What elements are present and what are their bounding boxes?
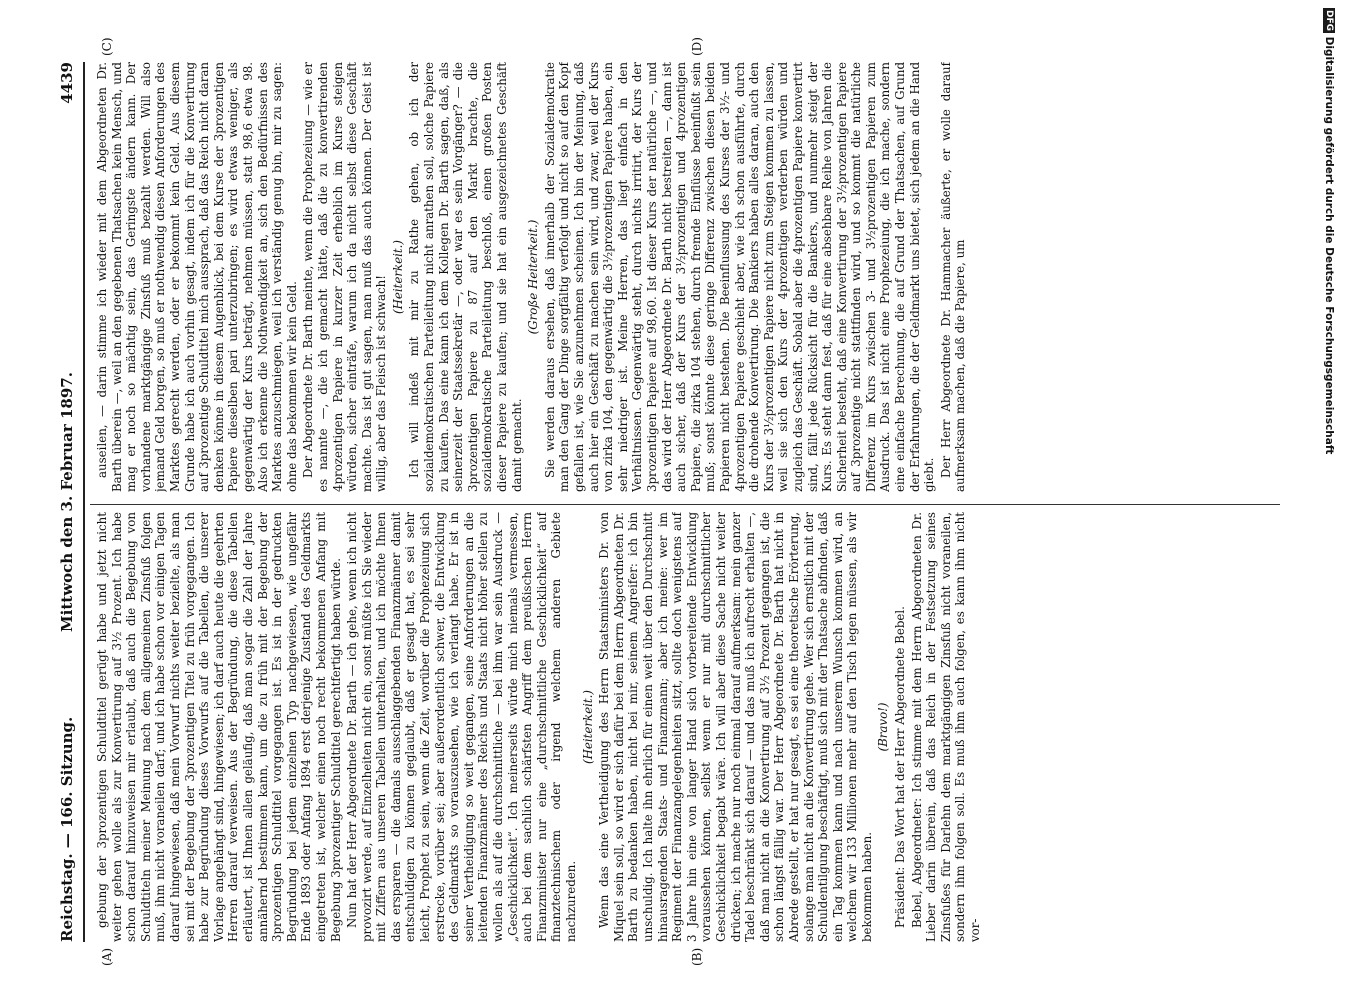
right-column (95, 62, 1275, 492)
right-paragraph-2: Der Abgeordnete Dr. Barth meinte, wenn die Prophezeiung — wie er es nannte —, die ich gemacht hätte, daß die zu konvertirenden 4prozentigen Papiere in kurzer Zeit erheblich im Kurse steigen würden, sicher einträfe, warum ich da nicht selbst diese Geschäft machte. Das ist gut sagen, man muß das auch können. Der Geist ist willig, aber das Fleisch ist schwach! (301, 62, 389, 492)
right-paragraph-3: Ich will indeß mit mir zu Rathe gehen, ob ich der sozialdemokratischen Parteileitung nicht anrathen soll, solche Papiere zu kaufen. Das eine kann ich dem Kollegen Dr. Barth sagen, daß, als seinerzeit der Staatssekretär —, oder war es sein Vorgänger? — die 3prozentigen Papiere zu 87 auf den Markt brachte, die sozialdemokratische Parteileitung beschloß, einen großen Posten dieser Papiere zu kaufen; und sie hat ein ausgezeichnetes Geschäft damit gemacht. (407, 62, 524, 492)
left-paragraph-3: Wenn das eine Vertheidigung des Herrn Staatsministers Dr. von Miquel sein soll, so wird er sich dafür bei dem Herrn Abgeordneten Dr. Barth zu bedanken haben, nicht bei mir, seinem Angreifer: ich bin unschuldig. Ich halte ihn ehrlich für einen weit über den Durchschnitt hinausragenden Staats- und Finanzmann; aber ich meine: wer im Regiment der Finanzangelegenheiten sitzt, sollte doch wenigstens auf 3 Jahre hin eine von langer Hand sich vorbereitende Entwicklung voraussehen können, selbst wenn er nur mit durchschnittlicher Geschicklichkeit begabt wäre. Ich will aber diese Sache nicht weiter drücken; ich mache nur noch einmal darauf aufmerksam: mein ganzer Tadel beschränkt sich darauf — und das muß ich aufrecht erhalten —, daß man nicht an die Konvertirung auf 3½ Prozent gegangen ist, die schon längst fällig war. Der Herr Abgeordnete Dr. Barth hat nicht in Abrede gestellt, er hat nur gesagt, es sei eine theoretische Erörterung, solange man nicht an die Konvertirung gehe. Wer sich ernstlich mit der Schuldentilgung beschäftigt, muß sich mit der Thatsache abfinden, daß ein Tag kommen kann und nach unserem Wunsch kommen wird, an welchem wir 133 Millionen mehr auf den Tisch legen müssen, als wir bekommen haben. (597, 512, 874, 942)
left-paragraph-1: gebung der 3prozentigen Schuldtitel gerügt habe und jetzt nicht weiter gehen wolle als zur Konvertirung auf 3½ Prozent. Ich habe schon darauf hinzuweisen mir erlaubt, daß auch die Begebung von Schuldtiteln meiner Meinung nach dem allgemeinen Zinsfuß folgen muß, ihm nicht voraneilen darf; und ich habe schon vor einigen Tagen darauf hingewiesen, daß mein Vorwurf nichts weiter bezielte, als man sei mit der Begebung der 3prozentigen Titel zu früh vorgegangen. Ich habe zur Begründung dieses Vorwurfs auf die Tabellen, die unserer Vorlage angehängt sind, hingewiesen; ich darf auch heute die geehrten Herren darauf verweisen. Aus der Begründung, die diese Tabellen erläutert, ist Ihnen allen geläufig, daß man sogar die Zahl der Jahre annähernd bestimmen kann, um die zu früh mit der Begebung der 3prozentigen Schuldtitel vorgegangen ist. Es ist in der gedruckten Begründung bei jedem einzelnen Typ nachgewiesen, wie ungefähr Ende 1893 oder Anfang 1894 erst derjenige Zustand des Geldmarkts eingetreten ist, welcher einen noch recht bekommenen Anfang mit Begebung 3prozentiger Schuldtitel gerechtfertigt haben würde. (95, 512, 343, 942)
left-reaction-2: (Bravo!) (876, 702, 891, 752)
right-reaction-1: (Heiterkeit.) (390, 240, 405, 315)
right-paragraph-1: auseilen, — darin stimme ich wieder mit dem Abgeordneten Dr. Barth überein —, weil an den gegebenen Thatsachen kein Mensch, und mag er noch so mächtig sein, das Geringste ändern kann. Der vorhandene marktgängige Zinsfuß muß bezahlt werden. Will also jemand Geld borgen, so muß er nothwendig diesen Anforderungen des Marktes gerecht werden, oder er bekommt kein Geld. Aus diesem Grunde habe ich auch vorhin gesagt, indem ich für die Konvertirung auf 3prozentige Schuldtitel mich aussprach, daß das Reich nicht daran denken könne in diesem Augenblick, bei dem Kurse der 3prozentigen Papiere dieselben pari unterzubringen; es wird etwas weniger, als gegenwärtig der Kurs beträgt, nehmen müssen, statt 98,6 etwa 98. Also ich erkenne die Nothwendigkeit an, sich den Bedürfnissen des Marktes anzuschmiegen, weil ich verständig genug bin, mir zu sagen: ohne das bekommen wir kein Geld. (95, 62, 299, 492)
margin-mark-d: (D) (690, 37, 704, 56)
left-column (95, 512, 1275, 942)
page-number: 4439 (58, 62, 76, 104)
left-reaction-1: (Heiterkeit.) (580, 690, 595, 765)
left-paragraph-2: Nun hat der Herr Abgeordnete Dr. Barth — ich gehe, wenn ich nicht provozirt werde, auf Einzelheiten nicht ein, sonst müßte ich Sie wieder mit Ziffern aus unseren Tabellen unterhalten, und ich möchte Ihnen das ersparen — die damals ausschlaggebenden Finanzmänner damit entschuldigen zu können geglaubt, daß er gesagt hat, es sei sehr leicht, Prophet zu sein, wenn die Zeit, worüber die Prophezeiung sich erstrecke, vorüber sei; aber außerordentlich schwer, die Entwicklung des Geldmarkts so vorauszusehen, wie ich verlangt habe. Er ist in seiner Vertheidigung so weit gegangen, seine Anforderungen an die leitenden Finanzmänner des Reichs und Staats nicht höher stellen zu wollen als auf die durchschnittliche — bei ihm war sein Ausdruck — „Geschicklichkeit“. Ich meinerseits würde mich niemals vermessen, auch bei dem sachlich schärfsten Angriff dem preußischen Herrn Finanzminister nur eine „durchschnittliche Geschicklichkeit“ auf finanztechnischem oder irgend welchem anderen Gebiete nachzureden. (345, 512, 578, 942)
right-reaction-2: (Große Heiterkeit.) (526, 219, 541, 335)
dfg-credit (1323, 8, 1335, 454)
header-date: Mittwoch den 3. Februar 1897. (58, 372, 76, 632)
margin-mark-b: (B) (690, 947, 704, 966)
dfg-credit-text: Digitalisierung gefördert durch die Deutsche Forschungsgemeinschaft (1323, 36, 1335, 455)
page-header (58, 62, 80, 942)
right-paragraph-4: Sie werden daraus ersehen, daß innerhalb der Sozialdemokratie man den Gang der Dinge sorgfältig verfolgt und nicht so auf den Kopf gefallen ist, wie Sie anzunehmen scheinen. Ich bin der Meinung, daß auch hier ein Geschäft zu machen sein wird, und zwar, weil der Kurs von zirka 104, den gegenwärtig die 3½prozentigen Papiere haben, ein sehr niedriger ist. Meine Herren, das liegt einfach in den Verhältnissen. Gegenwärtig steht, durch nichts irritirt, der Kurs der 3prozentigen Papiere auf 98,60. Ist dieser Kurs der natürliche —, und das wird der Herr Abgeordnete Dr. Barth nicht bestreiten —, dann ist auch sicher, daß der Kurs der 3½prozentigen und 4prozentigen Papiere, die zirka 104 stehen, durch fremde Einflüsse beeinflußt sein muß; sonst könnte diese geringe Differenz zwischen diesen beiden Papieren nicht bestehen. Die Beeinflussung des Kurses der 3½- und 4prozentigen Papiere geschieht aber, wie ich schon ausführte, durch die drohende Konvertirung. Die Bankiers haben alles daran, auch den Kurs der 3½prozentigen Papiere nicht zum Steigen kommen zu lassen, weil sie sich den Kurs der 4prozentigen verderben würden und zugleich das Geschäft. Sobald aber die 4prozentigen Papiere konvertirt sind, fällt jede Rücksicht für die Bankiers, und nunmehr steigt der Kurs. Es steht dann fest, daß für eine absehbare Reihe von Jahren die Sicherheit besteht, daß eine Konvertirung der 3½prozentigen Papiere auf 3prozentige nicht stattfinden wird, und so kommt die natürliche Differenz im Kurs zwischen 3- und 3½prozentigen Papieren zum Ausdruck. Das ist nicht eine Prophezeiung, die ich mache, sondern eine einfache Berechnung, die auf Grund der Thatsachen, auf Grund der Erfahrungen, die der Geldmarkt uns bietet, sich jedem an die Hand giebt. (542, 62, 937, 492)
header-rule (83, 62, 85, 942)
dfg-logo: DFG (1324, 10, 1334, 32)
left-paragraph-4: Bebel, Abgeordneter: Ich stimme mit dem Herrn Abgeordneten Dr. Lieber darin überein, daß das Reich in der Festsetzung seines Zinsfußes für Darlehn dem marktgängigen Zinsfuß nicht voraneilen, sondern ihm folgen soll. Es muß ihm auch folgen, es kann ihm nicht vor- (909, 512, 983, 942)
right-paragraph-5: Der Herr Abgeordnete Dr. Hammacher äußerte, er wolle darauf aufmerksam machen, daß die Papiere, um (938, 62, 968, 492)
column-divider (90, 504, 1280, 505)
left-president-line: Präsident: Das Wort hat der Herr Abgeordnete Bebel. (893, 606, 908, 928)
dfg-side-note (1323, 8, 1349, 628)
header-left: Reichstag. — 166. Sitzung. (58, 716, 76, 942)
margin-mark-c: (C) (100, 37, 114, 56)
margin-mark-a: (A) (100, 947, 114, 966)
